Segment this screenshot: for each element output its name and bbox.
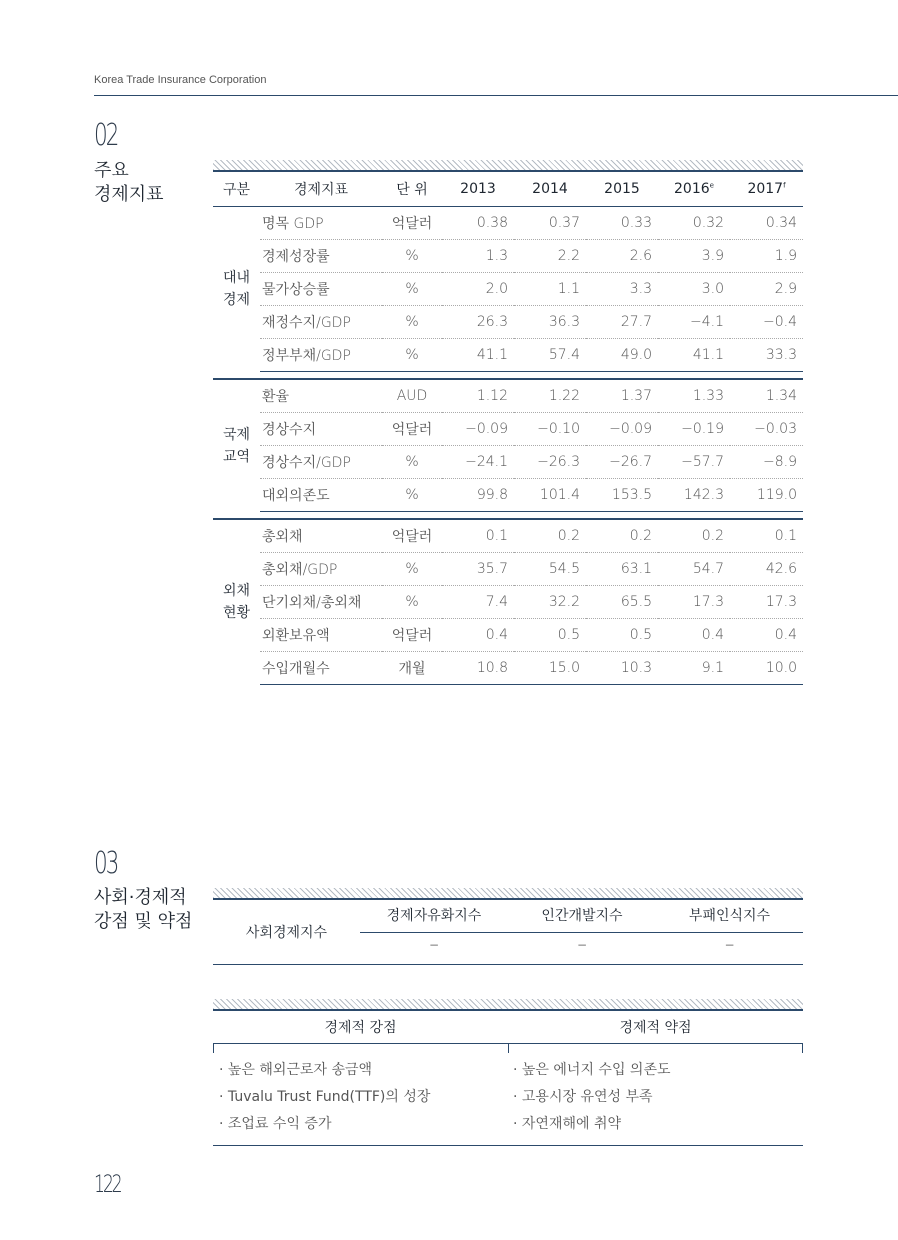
indicator-value: 1.12 — [442, 379, 514, 413]
section3-title-line1: 사회·경제적 — [94, 887, 187, 908]
group-label: 외채 현황 — [222, 583, 251, 622]
indicator-value: −0.09 — [442, 413, 514, 446]
group-separator — [213, 372, 803, 380]
table-row — [213, 479, 803, 512]
socio-header-line — [360, 932, 803, 933]
indicator-value: 0.4 — [442, 619, 514, 652]
header-2017: 2017$^f$ — [730, 172, 803, 207]
indicator-unit: % — [382, 306, 442, 339]
socio-value-econ-freedom: − — [428, 938, 440, 952]
strength-list — [219, 1057, 430, 1138]
indicator-value: 2.9 — [730, 273, 803, 306]
indicator-name: 단기외채/총외채 — [260, 586, 382, 619]
socio-table — [213, 900, 803, 965]
socio-table-hatch — [213, 888, 803, 900]
indicator-value: −0.19 — [658, 413, 730, 446]
sup-2016: e — [709, 181, 714, 190]
table-row — [213, 652, 803, 685]
table-row — [213, 553, 803, 586]
indicator-value: 2.6 — [586, 240, 658, 273]
indicator-value: 119.0 — [730, 479, 803, 512]
table-row — [213, 273, 803, 306]
indicator-value: −26.7 — [586, 446, 658, 479]
indicator-unit: % — [382, 553, 442, 586]
header-2015: 2015 — [586, 172, 658, 207]
header-indicator: 경제지표 — [260, 172, 382, 207]
indicator-value: 3.3 — [586, 273, 658, 306]
indicator-table-hatch — [213, 160, 803, 172]
group-label: 대내 경제 — [222, 270, 251, 309]
indicator-value: 27.7 — [586, 306, 658, 339]
indicator-value: −24.1 — [442, 446, 514, 479]
indicator-unit: % — [382, 240, 442, 273]
indicator-value: −4.1 — [658, 306, 730, 339]
indicator-value: 1.22 — [514, 379, 586, 413]
indicator-value: 0.4 — [658, 619, 730, 652]
indicator-value: 0.34 — [730, 207, 803, 240]
indicator-value: 0.5 — [586, 619, 658, 652]
socio-value-cpi: − — [724, 938, 735, 952]
weakness-list — [513, 1057, 671, 1138]
indicator-value: −0.4 — [730, 306, 803, 339]
indicator-value: 153.5 — [586, 479, 658, 512]
socio-header-econ-freedom: 경제자유화지수 — [386, 908, 482, 924]
indicator-value: 0.1 — [730, 519, 803, 553]
indicator-name: 물가상승률 — [260, 273, 382, 306]
indicator-value: 0.32 — [658, 207, 730, 240]
indicator-value: 3.0 — [658, 273, 730, 306]
indicator-value: 1.37 — [586, 379, 658, 413]
indicator-unit: % — [382, 446, 442, 479]
indicator-value: 33.3 — [730, 339, 803, 372]
indicator-value: 36.3 — [514, 306, 586, 339]
indicator-value: −26.3 — [514, 446, 586, 479]
indicator-unit: 억달러 — [382, 413, 442, 446]
section3-title-line2: 강점 및 약점 — [94, 911, 193, 932]
socio-label: 사회경제지수 — [245, 925, 328, 941]
swot-left-tick — [213, 1043, 214, 1053]
indicator-value: 2.0 — [442, 273, 514, 306]
indicator-value: 0.5 — [514, 619, 586, 652]
group-separator — [213, 512, 803, 520]
indicator-unit: % — [382, 479, 442, 512]
indicator-value: 63.1 — [586, 553, 658, 586]
header-unit: 단 위 — [382, 172, 442, 207]
indicator-value: −0.09 — [586, 413, 658, 446]
indicator-value: 0.38 — [442, 207, 514, 240]
indicator-value: 3.9 — [658, 240, 730, 273]
table-row — [213, 619, 803, 652]
page-number: 122 — [94, 1170, 121, 1198]
indicator-value: 1.9 — [730, 240, 803, 273]
indicator-name: 총외채/GDP — [260, 553, 382, 586]
indicator-value: 0.4 — [730, 619, 803, 652]
header-company: Korea Trade Insurance Corporation — [94, 74, 267, 86]
indicator-name: 정부부채/GDP — [260, 339, 382, 372]
table-row — [213, 240, 803, 273]
indicator-value: 10.3 — [586, 652, 658, 685]
header-2016: 2016e — [658, 172, 730, 207]
indicator-value: 1.3 — [442, 240, 514, 273]
indicator-name: 환율 — [260, 379, 382, 413]
indicator-value: 17.3 — [730, 586, 803, 619]
table-row — [213, 207, 803, 240]
header-category: 구분 — [213, 172, 260, 207]
header-2013: 2013 — [442, 172, 514, 207]
section2-title-line2: 경제지표 — [94, 184, 164, 205]
weakness-item: · 높은 에너지 수입 의존도 — [513, 1062, 671, 1078]
indicator-value: 41.1 — [658, 339, 730, 372]
indicator-value: 2.2 — [514, 240, 586, 273]
weakness-item: · 자연재해에 취약 — [513, 1116, 622, 1132]
swot-mid-tick — [508, 1043, 509, 1053]
indicator-value: 65.5 — [586, 586, 658, 619]
indicator-value: 10.8 — [442, 652, 514, 685]
table-row — [213, 586, 803, 619]
section2-number: 02 — [94, 118, 118, 153]
indicator-value: 1.1 — [514, 273, 586, 306]
swot-right-tick — [802, 1043, 803, 1053]
indicator-value: 0.2 — [514, 519, 586, 553]
indicator-name: 총외채 — [260, 519, 382, 553]
indicator-unit: 억달러 — [382, 207, 442, 240]
indicator-value: 15.0 — [514, 652, 586, 685]
indicator-header-row — [213, 172, 803, 207]
indicator-value: 0.2 — [658, 519, 730, 553]
indicator-value: 42.6 — [730, 553, 803, 586]
table-row — [213, 306, 803, 339]
indicator-table — [213, 172, 803, 685]
socio-header-cpi: 부패인식지수 — [688, 908, 771, 924]
indicator-value: 49.0 — [586, 339, 658, 372]
indicator-value: 1.34 — [730, 379, 803, 413]
indicator-value: −0.03 — [730, 413, 803, 446]
socio-value-hdi: − — [576, 938, 588, 952]
indicator-unit: 억달러 — [382, 619, 442, 652]
indicator-value: −8.9 — [730, 446, 803, 479]
indicator-value: 0.1 — [442, 519, 514, 553]
swot-table-hatch — [213, 999, 803, 1011]
swot-table — [213, 1011, 803, 1146]
weakness-item: · 고용시장 유연성 부족 — [513, 1089, 653, 1105]
indicator-name: 경제성장률 — [260, 240, 382, 273]
indicator-value: 57.4 — [514, 339, 586, 372]
strength-item: · 조업료 수익 증가 — [219, 1116, 332, 1132]
indicator-value: 99.8 — [442, 479, 514, 512]
indicator-name: 경상수지 — [260, 413, 382, 446]
indicator-unit: % — [382, 586, 442, 619]
table-row — [213, 446, 803, 479]
indicator-value: 32.2 — [514, 586, 586, 619]
table-row — [213, 339, 803, 372]
section2-title-line1: 주요 — [94, 160, 129, 181]
indicator-unit: % — [382, 273, 442, 306]
indicator-name: 재정수지/GDP — [260, 306, 382, 339]
indicator-value: 10.0 — [730, 652, 803, 685]
section2-title — [94, 159, 164, 207]
indicator-unit: 억달러 — [382, 519, 442, 553]
indicator-name: 대외의존도 — [260, 479, 382, 512]
indicator-value: 54.5 — [514, 553, 586, 586]
indicator-value: 101.4 — [514, 479, 586, 512]
table-row — [213, 519, 803, 553]
indicator-value: 7.4 — [442, 586, 514, 619]
indicator-value: 0.33 — [586, 207, 658, 240]
section3-title — [94, 886, 192, 934]
header-2014: 2014 — [514, 172, 586, 207]
sup-2017: f — [783, 181, 786, 190]
strength-title: 경제적 강점 — [324, 1020, 397, 1036]
indicator-unit: 개월 — [382, 652, 442, 685]
indicator-value: 26.3 — [442, 306, 514, 339]
table-row — [213, 413, 803, 446]
header-rule — [94, 95, 898, 96]
indicator-value: 41.1 — [442, 339, 514, 372]
indicator-value: 17.3 — [658, 586, 730, 619]
group-label: 국제 교역 — [222, 426, 251, 465]
indicator-name: 외환보유액 — [260, 619, 382, 652]
indicator-name: 명목 GDP — [260, 207, 382, 240]
indicator-value: −0.10 — [514, 413, 586, 446]
socio-header-hdi: 인간개발지수 — [541, 908, 623, 924]
table-row — [213, 379, 803, 413]
weakness-title: 경제적 약점 — [619, 1020, 692, 1036]
strength-item: · Tuvalu Trust Fund(TTF)의 성장 — [219, 1089, 431, 1105]
indicator-value: 142.3 — [658, 479, 730, 512]
indicator-value: 0.2 — [586, 519, 658, 553]
indicator-value: 1.33 — [658, 379, 730, 413]
indicator-unit: % — [382, 339, 442, 372]
indicator-value: 9.1 — [658, 652, 730, 685]
strength-item: · 높은 해외근로자 송금액 — [219, 1062, 373, 1078]
indicator-name: 수입개월수 — [260, 652, 382, 685]
indicator-value: 35.7 — [442, 553, 514, 586]
indicator-value: −57.7 — [658, 446, 730, 479]
indicator-name: 경상수지/GDP — [260, 446, 382, 479]
section3-number: 03 — [94, 846, 118, 881]
indicator-unit: AUD — [382, 379, 442, 413]
indicator-value: 0.37 — [514, 207, 586, 240]
indicator-value: 54.7 — [658, 553, 730, 586]
